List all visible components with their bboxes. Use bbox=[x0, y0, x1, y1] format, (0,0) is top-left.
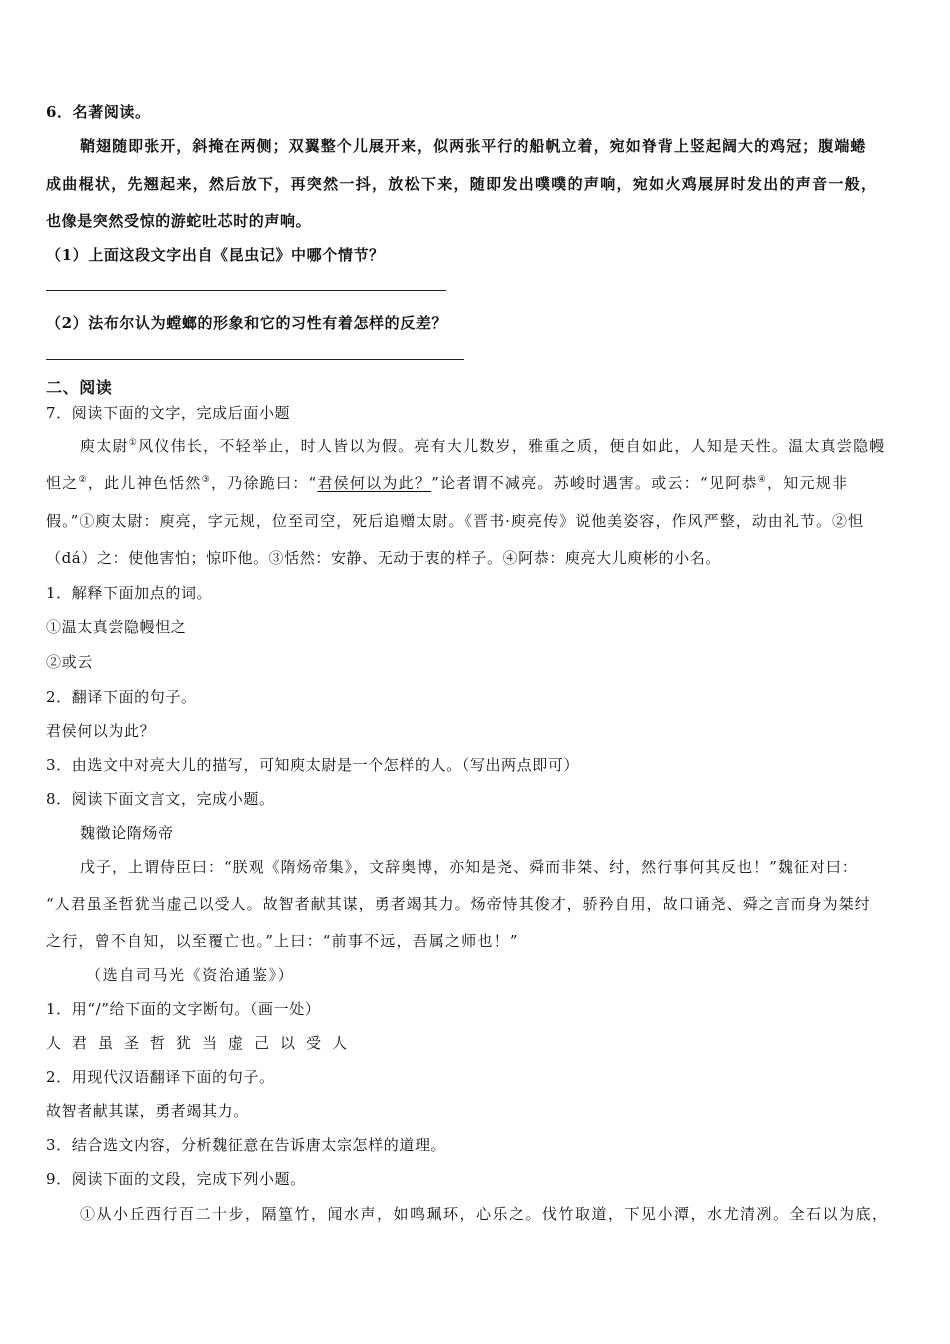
footnote-ref-3: ③ bbox=[201, 475, 211, 485]
q6-passage-line-3: 也像是突然受惊的游蛇吐芯时的声响。 bbox=[46, 212, 312, 230]
q6-passage-line-2: 成曲棍状，先翘起来，然后放下，再突然一抖，放松下来，随即发出噗噗的声响，宛如火鸡展屏时发出的声音一般， bbox=[46, 175, 878, 193]
q7-passage-line-2 bbox=[46, 473, 848, 493]
q8-item-2: 2．用现代汉语翻译下面的句子。 bbox=[46, 1068, 275, 1086]
underlined-sentence: 君侯何以为此？ bbox=[317, 474, 432, 492]
q8-source: （选自司马光《资治通鉴》） bbox=[86, 966, 295, 984]
q9-passage-line-1: ①从小丘西行百二十步，隔篁竹，闻水声，如鸣珮环，心乐之。伐竹取道，下见小潭，水尤清冽。全石以为底， bbox=[80, 1205, 889, 1223]
q6-passage-line-1: 鞘翅随即张开，斜掩在两侧；双翼整个儿展开来，似两张平行的船帆立着，宛如脊背上竖起阔大的鸡冠；腹端蜷 bbox=[80, 137, 867, 155]
q9-title: 9．阅读下面的文段，完成下列小题。 bbox=[46, 1170, 306, 1188]
q7-item-3: 3．由选文中对亮大儿的描写，可知庾太尉是一个怎样的人。（写出两点即可） bbox=[46, 756, 580, 774]
text: ，此儿神色恬然 bbox=[87, 474, 202, 492]
q8-item-1-text: 人君虽圣哲犹当虚己以受人 bbox=[46, 1034, 359, 1052]
q8-title: 8．阅读下面文言文，完成小题。 bbox=[46, 790, 275, 808]
footnote-ref-2: ② bbox=[78, 475, 88, 485]
footnote-ref-1: ① bbox=[128, 438, 139, 448]
q8-passage-line-1: 戊子，上谓侍臣曰：“朕观《隋炀帝集》，文辞奥博，亦知是尧、舜而非桀、纣，然行事何其反也！”魏征对曰： bbox=[80, 858, 858, 876]
q7-item-2-sentence: 君侯何以为此？ bbox=[46, 722, 156, 740]
q7-passage-line-3: 假。”①庾太尉：庾亮，字元规，位至司空，死后追赠太尉。《晋书·庾亮传》说他美姿容，作风严整，动由礼节。②怛 bbox=[46, 512, 865, 530]
q6-sub-question-1: （1）上面这段文字出自《昆虫记》中哪个情节？ bbox=[46, 246, 385, 264]
q7-item-1-word-2: ②或云 bbox=[46, 653, 93, 671]
q7-passage-line-4: （dá）之：使他害怕；惊吓他。③恬然：安静、无动于衷的样子。④阿恭：庾亮大儿庾彬的小名。 bbox=[46, 549, 721, 567]
q8-passage-line-2: “人君虽圣哲犹当虚己以受人。故智者献其谋，勇者竭其力。炀帝恃其俊才，骄矜自用，故口诵尧、舜之言而身为桀纣 bbox=[46, 895, 871, 913]
footnote-ref-4: ④ bbox=[757, 475, 768, 485]
q6-sub-question-2: （2）法布尔认为螳螂的形象和它的习性有着怎样的反差？ bbox=[46, 314, 448, 332]
q8-item-1: 1．用“/”给下面的文字断句。（画一处） bbox=[46, 1000, 321, 1018]
text: 庾太尉 bbox=[80, 437, 129, 455]
q7-passage-line-1 bbox=[80, 436, 886, 456]
q8-item-3: 3．结合选文内容，分析魏征意在告诉唐太宗怎样的道理。 bbox=[46, 1136, 447, 1154]
q6-answer-line-1[interactable] bbox=[46, 290, 446, 291]
section-heading-reading: 二、阅读 bbox=[46, 378, 113, 397]
q8-item-2-sentence: 故智者献其谋，勇者竭其力。 bbox=[46, 1102, 249, 1120]
text: ，知元规非 bbox=[767, 474, 849, 492]
text: 怛之 bbox=[46, 474, 79, 492]
q6-title: 6．名著阅读。 bbox=[46, 103, 151, 121]
q6-answer-line-2[interactable] bbox=[46, 359, 464, 360]
q7-item-1-word-1: ①温太真尝隐幔怛之 bbox=[46, 618, 187, 636]
q8-passage-heading: 魏徵论隋炀帝 bbox=[80, 824, 174, 842]
text: 风仪伟长，不轻举止，时人皆以为假。亮有大儿数岁，雅重之质，便自如此，人知是天性。温太真尝隐幔 bbox=[138, 437, 886, 455]
q7-item-2: 2．翻译下面的句子。 bbox=[46, 688, 197, 706]
q7-item-1: 1．解释下面加点的词。 bbox=[46, 584, 213, 602]
q8-passage-line-3: 之行，曾不自知，以至覆亡也。”上曰：“前事不远，吾属之师也！” bbox=[46, 932, 519, 950]
text: ”论者谓不减亮。苏峻时遇害。或云：“见阿恭 bbox=[431, 474, 758, 492]
q7-title: 7．阅读下面的文字，完成后面小题 bbox=[46, 404, 291, 422]
text: ，乃徐跪曰：“ bbox=[210, 474, 318, 492]
